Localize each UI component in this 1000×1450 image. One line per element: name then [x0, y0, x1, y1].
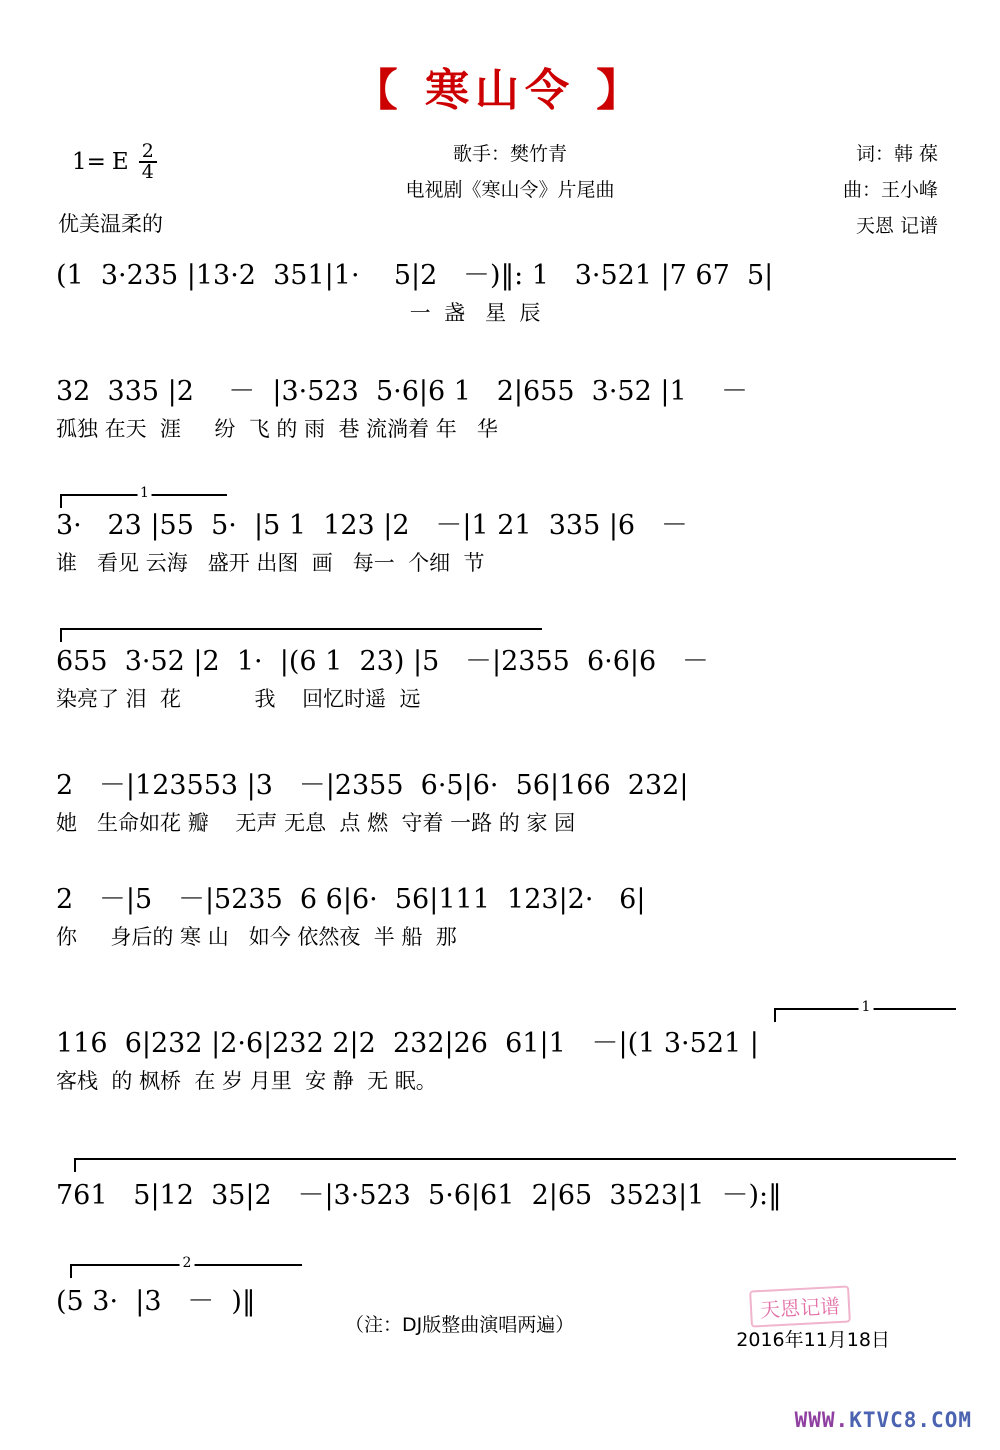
music-system-4 [56, 648, 956, 710]
key-value: E [111, 149, 129, 175]
lyrics-line: 她 生命如花 瓣 无声 无息 点 燃 守着 一路 的 家 园 [56, 811, 576, 835]
source-line: 电视剧《寒山令》片尾曲 [405, 179, 615, 202]
time-numerator: 2 [139, 142, 157, 163]
notation-line: 2 －|123553 |3 －|2355 6·5|6· 56|166 232| [56, 770, 689, 801]
second-ending-bracket: 2 [70, 1264, 302, 1278]
time-denominator: 4 [141, 161, 154, 183]
music-system-8 [56, 1182, 956, 1209]
transcriber-stamp: 天恩记谱 [749, 1285, 851, 1327]
lyrics-line: 谁 看见 云海 盛开 出图 画 每一 个细 节 [56, 551, 485, 575]
notation-line: 32 335 |2 － |3·523 5·6|6 1 2|655 3·52 |1 － [56, 376, 748, 407]
credits-center [360, 136, 660, 208]
lyrics-line: 孤独 在天 涯 纷 飞 的 雨 巷 流淌着 年 华 [56, 417, 498, 441]
key-signature [72, 142, 157, 182]
continuation-bracket [74, 1158, 956, 1172]
lyricist-line: 词：韩 葆 [855, 143, 938, 165]
singer-line: 歌手：樊竹青 [452, 143, 567, 165]
notation-line: (5 3· |3 － )‖ [56, 1286, 256, 1317]
music-system-3 [56, 485, 956, 575]
credits-right [728, 136, 938, 244]
watermark-prefix: WWW. [794, 1408, 850, 1432]
lyrics-line: 客栈 的 枫桥 在 岁 月里 安 静 无 眠。 [56, 1069, 437, 1093]
notation-line: 655 3·52 |2 1· |(6 1 23) |5 －|2355 6·6|6 － [56, 646, 709, 677]
expression-mark: 优美温柔的 [58, 212, 163, 236]
first-ending-bracket: 1 [60, 494, 227, 508]
transcriber-line: 天恩 记谱 [855, 215, 938, 238]
key-label: 1= [72, 149, 106, 175]
music-system-6 [56, 886, 956, 948]
music-system-5 [56, 772, 956, 834]
page-title: 【 寒山令 】 [353, 65, 647, 116]
notation-line: 2 －|5 －|5235 6 6|6· 56|111 123|2· 6| [56, 884, 646, 915]
composer-line: 曲：王小峰 [842, 179, 938, 202]
lyrics-line: 一 盏 星 辰 [56, 301, 541, 325]
watermark-url [795, 1408, 972, 1432]
lyrics-line: 你 身后的 寒 山 如今 依然夜 半 船 那 [56, 925, 457, 949]
music-system-2 [56, 378, 956, 440]
repeat-bracket [60, 628, 542, 642]
music-system-1 [56, 262, 956, 324]
notation-line: 116 6|232 |2·6|232 2|2 232|26 61|1 －|(1 3·521 | [56, 1028, 759, 1059]
music-system-7 [56, 999, 956, 1093]
performance-note: （注：DJ版整曲演唱两遍） [345, 1314, 575, 1336]
transcription-date: 2016年11月18日 [736, 1329, 890, 1351]
watermark-domain: KTVC8.COM [849, 1408, 972, 1432]
notation-line: (1 3·235 |13·2 351|1· 5|2 －)‖: 1 3·521 |7 67 5| [56, 260, 774, 291]
lyrics-line: 染亮了 泪 花 我 回忆时遥 远 [56, 687, 421, 711]
notation-line: 3· 23 |55 5· |5 1 123 |2 －|1 21 335 |6 － [56, 510, 688, 541]
first-ending-bracket: 1 [774, 1008, 956, 1022]
time-signature [139, 142, 157, 182]
notation-line: 761 5|12 35|2 －|3·523 5·6|61 2|65 3523|1 －):‖ [56, 1180, 782, 1211]
